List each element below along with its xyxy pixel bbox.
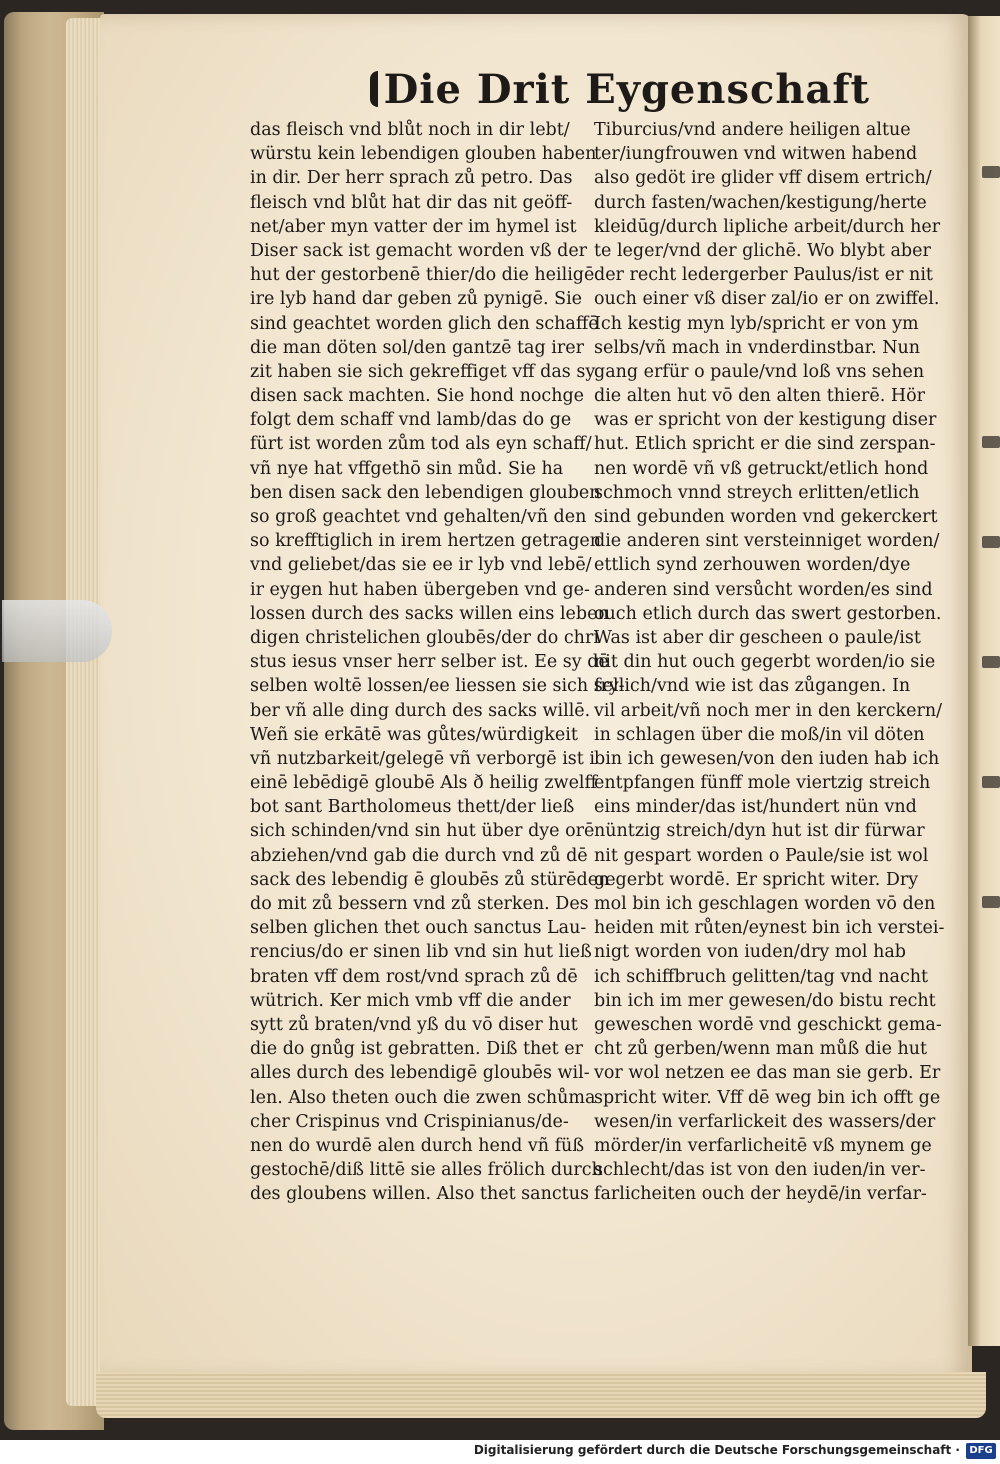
- text-line: Tiburcius/vnd andere heiligen altue: [594, 120, 911, 140]
- text-line: len. Also theten ouch die zwen schůma: [250, 1087, 596, 1108]
- text-line: disen sack machten. Sie hond nochge: [250, 386, 585, 407]
- left-text-column: [250, 118, 625, 1206]
- text-line: sind gebunden worden vnd gekerckert: [594, 507, 938, 527]
- text-line: Ich kestig myn lyb/spricht er von ym: [594, 313, 919, 334]
- facing-text-fragment: [982, 656, 1000, 668]
- text-line: heiden mit růten/eynest bin ich verstei-: [594, 918, 945, 939]
- text-line: sich schinden/vnd sin hut über dye orē: [250, 821, 595, 842]
- facing-text-fragment: [982, 536, 1000, 548]
- text-line: sack des lebendig ē gloubēs zů stürēden: [250, 869, 610, 890]
- footer-bar: [0, 1440, 1000, 1464]
- text-line: geweschen wordē vnd geschickt gema-: [594, 1014, 942, 1035]
- text-line: selbs/vñ mach in vnderdinstbar. Nun: [594, 337, 921, 358]
- text-line: mol bin ich geschlagen worden vō den: [594, 894, 936, 914]
- text-line: braten vff dem rost/vnd sprach zů dē: [250, 966, 578, 987]
- text-line: gang erfür o paule/vnd loß vns sehen: [594, 361, 925, 382]
- text-line: abziehen/vnd gab die durch vnd zů dē: [250, 845, 588, 866]
- text-line: kleidūg/durch lipliche arbeit/durch her: [594, 216, 941, 237]
- text-line: ich schiffbruch gelitten/tag vnd nacht: [594, 966, 929, 987]
- text-line: entpfangen fünff mole viertzig streich: [594, 773, 931, 794]
- text-line: ben disen sack den lebendigen glouben: [250, 482, 601, 503]
- text-line: nigt worden von iuden/dry mol hab: [594, 942, 907, 963]
- text-line: nen wordē vñ vß getruckt/etlich hond: [594, 458, 929, 479]
- text-line: selben woltē lossen/ee liessen sie sich sel-: [250, 676, 625, 697]
- text-line: alles durch des lebendigē gloubēs wil-: [250, 1063, 590, 1084]
- text-line: net/aber myn vatter der im hymel ist: [250, 216, 577, 237]
- text-line: das fleisch vnd blůt noch in dir lebt/: [250, 120, 570, 140]
- text-line: würstu kein lebendigen glouben haben: [250, 144, 597, 165]
- facing-text-fragment: [982, 166, 1000, 178]
- text-line: ouch einer vß diser zal/io er on zwiffel.: [594, 289, 940, 310]
- text-line: stus iesus vnser herr selber ist. Ee sy dē: [250, 652, 609, 673]
- text-line: digen christelichen gloubēs/der do chri: [250, 627, 599, 648]
- text-line: schmoch vnnd streych erlitten/etlich: [594, 482, 920, 503]
- text-line: mörder/in verfarlicheitē vß mynem ge: [594, 1135, 932, 1156]
- text-line: hut der gestorbenē thier/do die heiligē: [250, 265, 595, 286]
- text-line: do mit zů bessern vnd zů sterken. Des: [250, 894, 589, 914]
- text-line: ter/iungfrouwen vnd witwen habend: [594, 144, 918, 165]
- text-line: bin ich im mer gewesen/do bistu recht: [594, 990, 936, 1011]
- bookmark-ribbon: [2, 600, 112, 662]
- text-line: spricht witer. Vff dē weg bin ich offt ge: [594, 1087, 941, 1108]
- text-line: so groß geachtet vnd gehalten/vñ den: [250, 507, 587, 527]
- facing-text-fragment: [982, 776, 1000, 788]
- text-line: vñ nye hat vffgethō sin můd. Sie ha: [250, 458, 564, 479]
- text-line: selben glichen thet ouch sanctus Lau-: [250, 918, 587, 939]
- text-line: cher Crispinus vnd Crispinianus/de-: [250, 1111, 569, 1132]
- text-line: Was ist aber dir gescheen o paule/ist: [594, 627, 921, 648]
- text-line: Weñ sie erkātē was gůtes/würdigkeit: [250, 724, 578, 745]
- text-line: folgt dem schaff vnd lamb/das do ge: [250, 410, 572, 431]
- text-line: nüntzig streich/dyn hut ist dir fürwar: [594, 821, 925, 842]
- text-line: durch fasten/wachen/kestigung/herte: [594, 192, 927, 213]
- paragraph-mark-icon: [370, 71, 378, 107]
- text-line: vñ nutzbarkeit/gelegē vñ verborgē ist i: [250, 748, 595, 769]
- text-line: cht zů gerben/wenn man můß die hut: [594, 1039, 928, 1060]
- text-line: gegerbt wordē. Er spricht witer. Dry: [594, 869, 919, 890]
- text-line: eins minder/das ist/hundert nün vnd: [594, 797, 917, 818]
- text-line: in dir. Der herr sprach zů petro. Das: [250, 168, 573, 189]
- text-line: bot sant Bartholomeus thett/der ließ: [250, 797, 575, 818]
- text-line: bin ich gewesen/von den iuden hab ich: [594, 748, 940, 769]
- text-line: vor wol netzen ee das man sie gerb. Er: [594, 1063, 941, 1084]
- text-line: ouch etlich durch das swert gestorben.: [594, 603, 942, 624]
- text-line: frylich/vnd wie ist das zůgangen. In: [594, 676, 911, 697]
- facing-text-fragment: [982, 436, 1000, 448]
- dfg-logo: DFG: [966, 1443, 996, 1459]
- text-line: Diser sack ist gemacht worden vß der: [250, 240, 588, 261]
- text-line: rencius/do er sinen lib vnd sin hut ließ: [250, 942, 592, 963]
- text-line: die do gnůg ist gebratten. Diß thet er: [250, 1039, 583, 1060]
- text-line: die man döten sol/den gantzē tag irer: [250, 337, 584, 358]
- text-line: was er spricht von der kestigung diser: [594, 410, 937, 431]
- text-line: in schlagen über die moß/in vil döten: [594, 724, 925, 745]
- text-line: sytt zů braten/vnd yß du vō diser hut: [250, 1014, 578, 1035]
- page-bottom-edges: [96, 1372, 986, 1418]
- right-text-column: [594, 118, 945, 1206]
- text-line: einē lebēdigē gloubē Als ð heilig zwelff: [250, 773, 597, 794]
- text-line: so krefftiglich in irem hertzen getragen: [250, 531, 602, 552]
- text-line: ber vñ alle ding durch des sacks willē.: [250, 700, 591, 721]
- text-line: der recht ledergerber Paulus/ist er nit: [594, 265, 933, 286]
- text-line: vil arbeit/vñ noch mer in den kerckern/: [594, 700, 943, 721]
- text-line: fleisch vnd blůt hat dir das nit geöff-: [250, 192, 573, 213]
- text-line: nit gespart worden o Paule/sie ist wol: [594, 845, 929, 866]
- text-line: die anderen sint versteinniget worden/: [594, 531, 940, 552]
- text-line: ir eygen hut haben übergeben vnd ge-: [250, 579, 590, 600]
- text-line: hut. Etlich spricht er die sind zerspan-: [594, 434, 936, 455]
- running-head: [370, 62, 870, 116]
- facing-page-edge: [968, 16, 1000, 1346]
- text-line: ire lyb hand dar geben zů pynigē. Sie: [250, 289, 583, 310]
- text-line: wesen/in verfarlickeit des wassers/der: [594, 1111, 936, 1132]
- text-line: schlecht/das ist von den iuden/in ver-: [594, 1160, 926, 1181]
- text-line: gestochē/diß littē sie alles frölich durch: [250, 1160, 603, 1181]
- text-line: fürt ist worden zům tod als eyn schaff/: [250, 434, 592, 455]
- text-line: ettlich synd zerhouwen worden/dye: [594, 555, 911, 576]
- text-line: vnd geliebet/das sie ee ir lyb vnd lebē/: [250, 555, 592, 576]
- text-line: die alten hut vō den alten thierē. Hör: [594, 386, 926, 407]
- text-line: anderen sind versůcht worden/es sind: [594, 579, 933, 600]
- footer-credit: Digitalisierung gefördert durch die Deutsche Forschungsgemeinschaft ·: [473, 1443, 960, 1457]
- text-line: nit din hut ouch gegerbt worden/io sie: [594, 652, 936, 673]
- text-line: sind geachtet worden glich den schaffē: [250, 313, 599, 334]
- facing-text-fragment: [982, 896, 1000, 908]
- text-line: nen do wurdē alen durch hend vñ füß: [250, 1135, 585, 1156]
- running-head-text: Die Drit Eygenschaft: [383, 65, 870, 113]
- text-line: te leger/vnd der glichē. Wo blybt aber: [594, 240, 931, 261]
- text-line: zit haben sie sich gekreffiget vff das sy: [250, 361, 596, 382]
- text-line: wütrich. Ker mich vmb vff die ander: [250, 990, 571, 1011]
- text-line: farlicheiten ouch der heydē/in verfar-: [594, 1184, 927, 1205]
- text-line: also gedöt ire glider vff disem ertrich/: [594, 168, 932, 189]
- text-line: des gloubens willen. Also thet sanctus: [250, 1184, 589, 1205]
- text-line: lossen durch des sacks willen eins leben: [250, 603, 609, 624]
